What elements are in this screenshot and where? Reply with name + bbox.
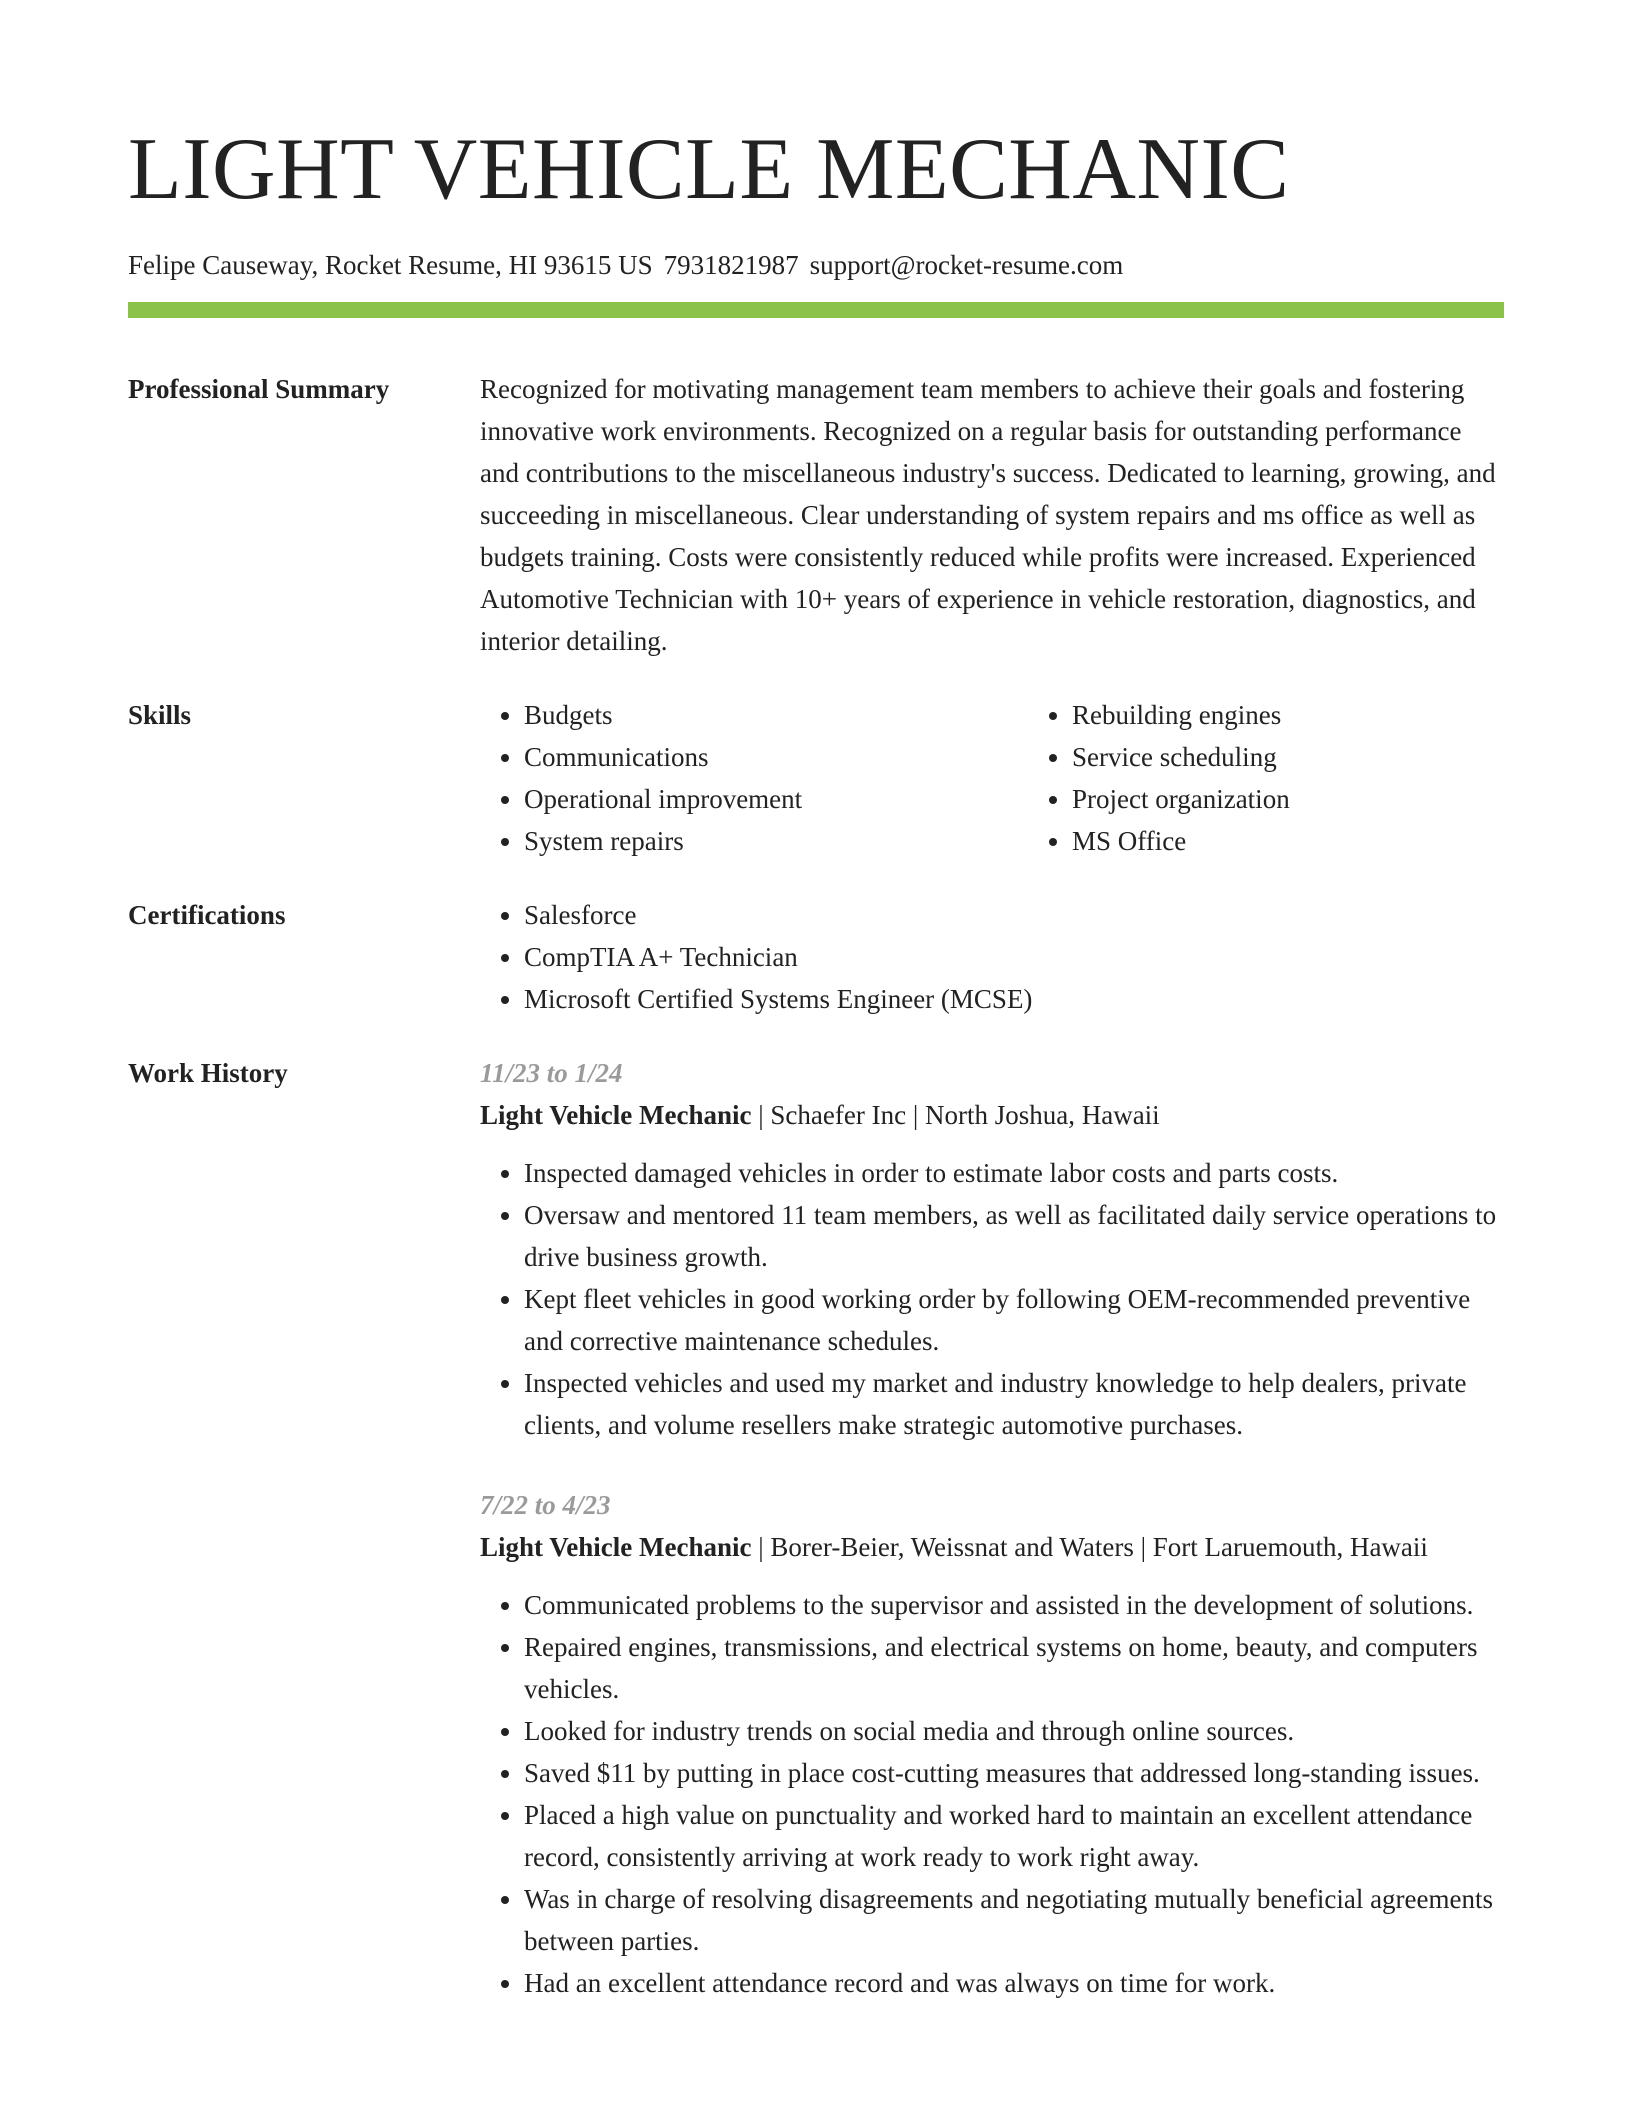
contact-phone: 7931821987	[663, 250, 799, 280]
job-bullet: • Looked for industry trends on social media and through online sources.	[524, 1710, 1504, 1752]
job-details: | Schaefer Inc | North Joshua, Hawaii	[758, 1100, 1160, 1130]
work-history-section	[128, 1052, 1504, 2004]
skill-item: • System repairs	[524, 820, 1028, 862]
resume-page	[128, 120, 1504, 2004]
job-bullet: • Placed a high value on punctuality and worked hard to maintain an excellent attendance record, consistently arriving at work ready to work right away.	[524, 1794, 1504, 1878]
job-bullet: • Repaired engines, transmissions, and electrical systems on home, beauty, and computers vehicles.	[524, 1626, 1504, 1710]
job-title-line	[480, 1094, 1504, 1136]
job-dates: 7/22 to 4/23	[480, 1490, 611, 1520]
skill-item: • Communications	[524, 736, 1028, 778]
job-bullet: • Inspected damaged vehicles in order to estimate labor costs and parts costs.	[524, 1152, 1504, 1194]
certification-item: • Microsoft Certified Systems Engineer (MCSE)	[524, 978, 1504, 1020]
contact-email[interactable]: support@rocket-resume.com	[809, 250, 1124, 280]
summary-body	[480, 368, 1504, 662]
skills-section	[128, 694, 1504, 862]
skills-grid	[480, 694, 1504, 862]
header-divider	[128, 302, 1504, 318]
job-bullet: • Communicated problems to the supervisor and assisted in the development of solutions.	[524, 1584, 1504, 1626]
certifications-section	[128, 894, 1504, 1020]
skill-item: • Service scheduling	[1072, 736, 1504, 778]
job-bullets	[480, 1584, 1504, 2004]
job-bullets	[480, 1152, 1504, 1446]
skills-list-left	[480, 694, 1028, 862]
certifications-body	[480, 894, 1504, 1020]
summary-heading: Professional Summary	[128, 374, 390, 404]
job-title: Light Vehicle Mechanic	[480, 1532, 752, 1562]
resume-title: LIGHT VEHICLE MECHANIC	[128, 121, 1290, 218]
work-history-body	[480, 1052, 1504, 2004]
job-title: Light Vehicle Mechanic	[480, 1100, 752, 1130]
job-bullet: • Had an excellent attendance record and was always on time for work.	[524, 1962, 1504, 2004]
skill-item: • Rebuilding engines	[1072, 694, 1504, 736]
work-history-heading: Work History	[128, 1058, 288, 1088]
job-bullet: • Inspected vehicles and used my market and industry knowledge to help dealers, private clients, and volume resellers make strategic automotive purchases.	[524, 1362, 1504, 1446]
job-dates: 11/23 to 1/24	[480, 1058, 623, 1088]
certification-item: • CompTIA A+ Technician	[524, 936, 1504, 978]
skill-item: • MS Office	[1072, 820, 1504, 862]
job-entry	[480, 1052, 1504, 1446]
summary-text: Recognized for motivating management team members to achieve their goals and fostering innovative work environments. Recognized on a regular basis for outstanding performance and contributions to the miscellaneous industry's success. Dedicated to learning, growing, and succeeding in miscellaneous. Clear understanding of system repairs and ms office as well as budgets training. Costs were consistently reduced while profits were increased. Experienced Automotive Technician with 10+ years of experience in vehicle restoration, diagnostics, and interior detailing.	[480, 374, 1496, 656]
skills-heading: Skills	[128, 700, 192, 730]
summary-section	[128, 368, 1504, 662]
job-bullet: • Kept fleet vehicles in good working order by following OEM-recommended preventive and corrective maintenance schedules.	[524, 1278, 1504, 1362]
certification-item: • Salesforce	[524, 894, 1504, 936]
contact-address: Felipe Causeway, Rocket Resume, HI 93615 US	[128, 250, 653, 280]
skill-item: • Project organization	[1072, 778, 1504, 820]
job-bullet: • Was in charge of resolving disagreements and negotiating mutually beneficial agreements between parties.	[524, 1878, 1504, 1962]
skill-item: • Operational improvement	[524, 778, 1028, 820]
job-bullet: • Saved $11 by putting in place cost-cutting measures that addressed long-standing issues.	[524, 1752, 1504, 1794]
skills-list-right	[1028, 694, 1504, 862]
job-bullet: • Oversaw and mentored 11 team members, as well as facilitated daily service operations to drive business growth.	[524, 1194, 1504, 1278]
contact-line	[128, 248, 1504, 282]
job-details: | Borer-Beier, Weissnat and Waters | Fort Laruemouth, Hawaii	[758, 1532, 1428, 1562]
job-title-line	[480, 1526, 1504, 1568]
certifications-heading: Certifications	[128, 900, 286, 930]
job-entry	[480, 1484, 1504, 2004]
skill-item: • Budgets	[524, 694, 1028, 736]
certifications-list	[480, 894, 1504, 1020]
